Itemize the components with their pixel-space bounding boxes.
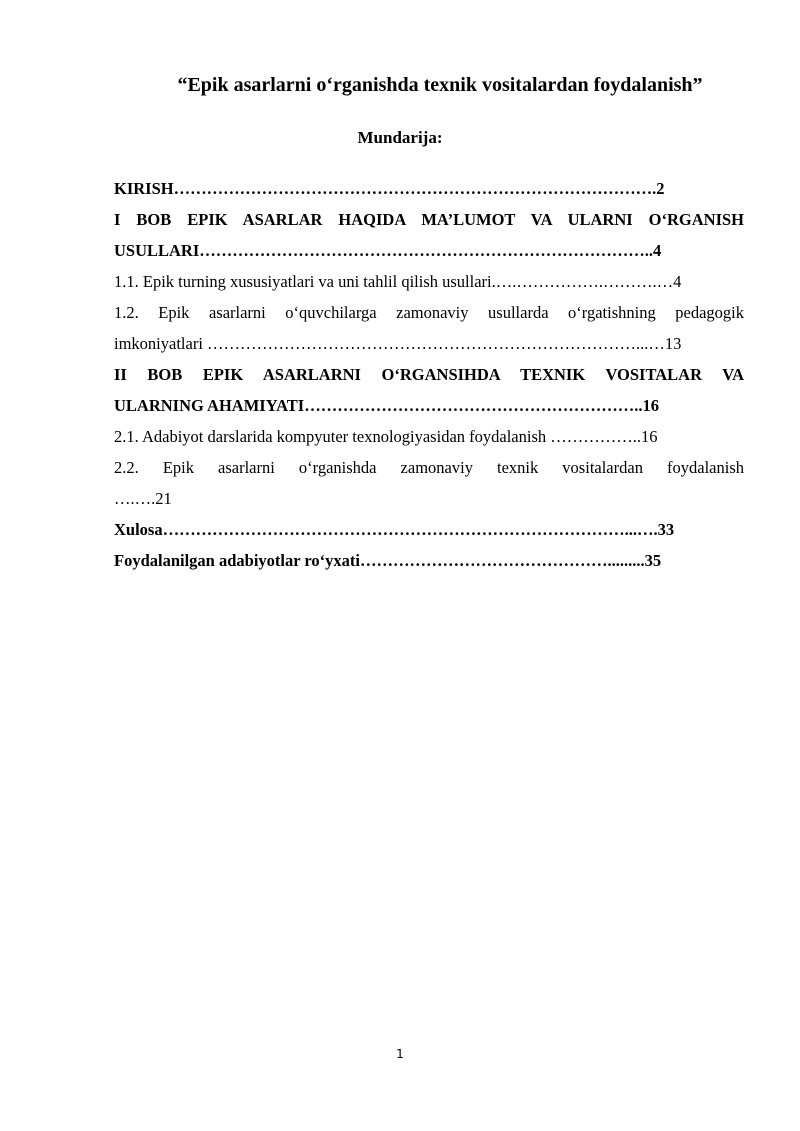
table-of-contents — [114, 173, 744, 576]
toc-entry-chapter-2-line-2: ULARNING AHAMIYATI……………………………………………………..16 — [114, 396, 659, 415]
toc-entry-section-2-2-line-2: ….….21 — [114, 489, 172, 508]
toc-entry-introduction: KIRISH…………………………………………………………………………….2 — [114, 179, 665, 198]
toc-entry-section-2-1: 2.1. Adabiyot darslarida kompyuter texnologiyasidan foydalanish ……………..16 — [114, 427, 658, 446]
toc-entry-references: Foydalanilgan adabiyotlar ro‘yxati……………………………………….........35 — [114, 551, 662, 570]
toc-entry-chapter-1-line-1: I BOB EPIK ASARLAR HAQIDA MA’LUMOT VA ULARNI O‘RGANISH — [114, 210, 744, 229]
page-number: 1 — [396, 1047, 404, 1061]
toc-entry-section-1-2-line-1: 1.2. Epik asarlarni o‘quvchilarga zamonaviy usullarda o‘rgatishning pedagogik — [114, 303, 744, 322]
toc-entry-section-2-2-line-1: 2.2. Epik asarlarni o‘rganishda zamonaviy texnik vositalardan foydalanish — [114, 458, 744, 477]
toc-entry-section-1-1: 1.1. Epik turning xususiyatlari va uni tahlil qilish usullari.….…………….……….…4 — [114, 272, 682, 291]
document-title: “Epik asarlarni o‘rganishda texnik vositalardan foydalanish” — [177, 74, 703, 96]
toc-entry-conclusion: Xulosa…………………………………………………………………………...….33 — [114, 520, 675, 539]
toc-heading: Mundarija: — [357, 128, 443, 147]
toc-entry-chapter-1-line-2: USULLARI………………………………………………………………………..4 — [114, 241, 662, 260]
toc-entry-chapter-2-line-1: II BOB EPIK ASARLARNI O‘RGANSIHDA TEXNIK VOSITALAR VA — [114, 365, 744, 384]
toc-entry-section-1-2-line-2: imkoniyatlari ……………………………………………………………………...…13 — [114, 334, 682, 353]
